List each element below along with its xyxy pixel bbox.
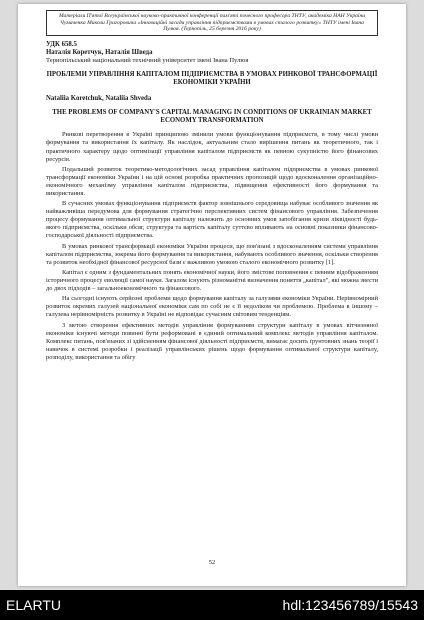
repository-footer [0,590,424,620]
paragraph: В умовах ринкової трансформації економіки України процеси, що пов'язані з вдосконаленням системи управління капіталом підприємства, зокрема його формування та використання, набувають особливого значення, оскільки створення та розвиток необхідної фінансової ресурсної бази є важливою умовою сталого економічного розвитку [1]. [46,242,378,266]
paragraph: В сучасних умовах функціонування підприємств фактор зовнішнього середовища набуває особливого значення як найважливіша передумова для формування стратегічно перспективних систем фінансового управління. Забезпечення процесу формування оптимальної структури капіталу належить до основних умов запобігання кризи ліквідності будь-якого підприємства, оскільки обсяг, структура та вартість капіталу суттєво впливають на основні показники фінансово-господарської діяльності підприємства. [46,200,378,240]
paragraph: Капітал є одним з фундаментальних понять економічної науки, його змістове поповнення є певним відображенням історичного процесу еволюції самої науки. Загалом існують різноманітні визначення поняття „капітал", які можна звести до двох підходів – загальноекономічного та фінансового. [46,268,378,292]
paragraph: Ринкові перетворення в Україні принципово змінили умови функціонування підприємств, в тому числі умови формування та використання їх капіталу. Як наслідок, актуальним стало вирішення питань як теоретичного, так і практичного характеру щодо оптимізації управління капіталом підприємств як певною сукупністю його фінансових ресурсів. [46,131,378,163]
title-en: THE PROBLEMS OF COMPANY'S CAPITAL MANAGING IN CONDITIONS OF UKRAINIAN MARKET ECONOMY TRANSFORMATION [52,108,372,124]
authors-en: Nataliia Koretchuk, Nataliia Shveda [46,94,152,102]
paragraph: На сьогодні існують серйозні проблеми щодо формування капіталу за галузями економіки України. Нерівномірний розвиток окремих галузей національної економіки сам по собі не є її недоліком чи проблемою. Проблема в іншому – галузева нерівномірність розвитку в Україні не відповідає сучасним світовим тенденціям. [46,295,378,319]
udk-code: УДК 658.5 [46,40,77,48]
repository-name: ELARTU [6,597,61,613]
paragraph: Подальший розвиток теоретико-методологічних засад управління капіталом підприємства в умовах ринкової трансформації економіки України і на цій основі розробка практичних пропозицій щодо вдосконалення організаційно-економічного механізму управління капіталом підприємства, підвищення ефективності його формування та використання. [46,165,378,197]
conference-header: Матеріали П'ятої Всеукраїнської науково-практичної конференції пам'яті почесного професора ТНТУ, академіка НАН України Чумаченка Миколи Григоровича «Інноваційні засади управління підприємствами в умовах сталого розвитку» ТНТУ імені Івана Пулюя. (Тернопіль, 25 березня 2016 року) [46,10,378,36]
handle-identifier: hdl:123456789/15543 [282,597,418,613]
body-text [46,131,378,361]
affiliation: Тернопільський національний технічний університет імені Івана Пулюя [46,56,249,64]
paragraph: З метою створення ефективних методів управління формуванням структури капіталу в умовах вітчизняної економіки існуючі методи повинні бути реформовані в єдиний оптимальний комплекс методів управління капіталом. Комплекс питань, пов'язаних зі здійсненням фінансової діяльності підприємств, вимагає досить ґрунтовних знань теорії і навичок в системі розробки і реалізації управлінських рішень щодо формування оптимальної структури капіталу, розподілу, використання та обігу [46,321,378,361]
title-ua: ПРОБЛЕМИ УПРАВЛІННЯ КАПІТАЛОМ ПІДПРИЄМСТВА В УМОВАХ РИНКОВОЇ ТРАНСФОРМАЦІЇ ЕКОНОМІКИ УКРАЇНИ [46,70,378,87]
authors-ua: Наталія Коретчук, Наталія Шведа [46,48,153,56]
document-page [18,4,406,586]
page-number: 52 [208,559,216,566]
